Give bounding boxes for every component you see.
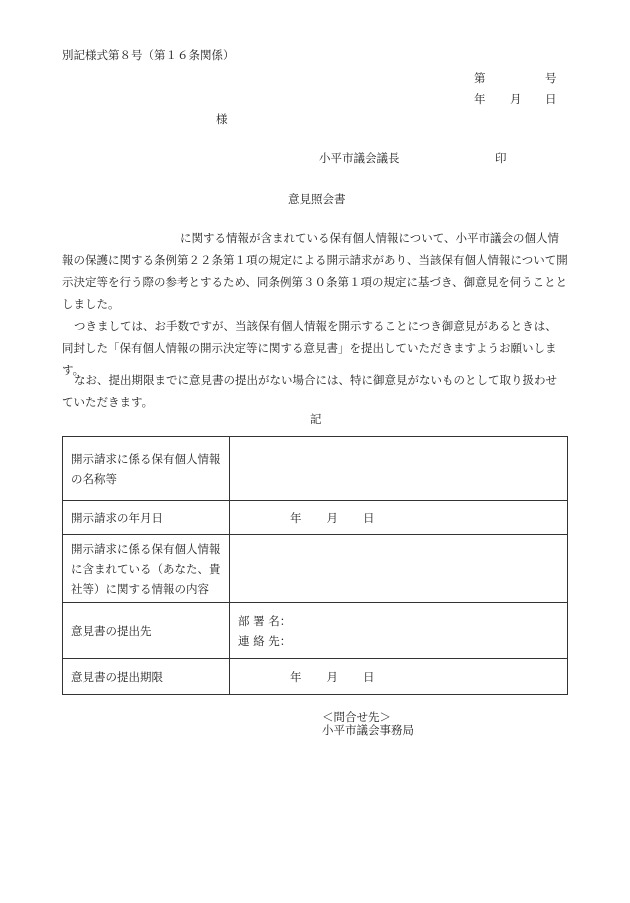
inquiry-office: 小平市議会事務局 [322,723,414,737]
table-label-submit-to: 意見書の提出先 [63,603,230,659]
table-value-submit-to [230,603,568,659]
deadline-year: 年 [290,669,302,684]
contact-label: 連 絡 先： [238,633,292,648]
table-row [63,535,568,603]
sender-title: 小平市議会議長 [319,151,400,165]
table-value-deadline [230,659,568,695]
form-reference: 別記様式第８号（第１６条関係） [62,48,235,62]
body-paragraph-3: なお、提出期限までに意見書の提出がない場合には、特に御意見がないものとして取り扱わせていただきます。 [62,373,557,409]
table-label-request-name: 開示請求に係る保有個人情報の名称等 [63,437,230,501]
date-year-label: 年 [474,92,486,106]
document-number-suffix: 号 [545,71,557,85]
table-value-info-content [230,535,568,603]
date-month-label: 月 [510,92,522,106]
table-label-request-date: 開示請求の年月日 [63,501,230,535]
ki-heading: 記 [310,412,322,426]
table-row [63,603,568,659]
deadline-day: 日 [363,669,375,684]
record-table [62,436,568,695]
table-label-info-content: 開示請求に係る保有個人情報に含まれている（あなた、貴社等）に関する情報の内容 [63,535,230,603]
table-value-request-name [230,437,568,501]
table-value-request-date [230,501,568,535]
body-paragraph-1: に関する情報が含まれている保有個人情報について、小平市議会の個人情報の保護に関する条例第２２条第１項の規定による開示請求があり、当該保有個人情報について開示決定等を行う際の参考とするため、同条例第３０条第１項の規定に基づき、御意見を伺うこととしました。 [62,231,568,311]
document-title: 意見照会書 [288,192,346,206]
deadline-month: 月 [326,669,338,684]
document-number-label: 第 [474,71,486,85]
table-row [63,659,568,695]
inquiry-heading: ＜問合せ先＞ [322,710,391,724]
table-row [63,501,568,535]
addressee-suffix: 様 [216,112,228,126]
request-date-day: 日 [363,510,375,525]
request-date-year: 年 [290,510,302,525]
department-label: 部 署 名： [238,613,292,628]
body-paragraph-2: つきましては、お手数ですが、当該保有個人情報を開示することにつき御意見があるときは、同封した「保有個人情報の開示決定等に関する意見書」を提出していただきますようお願いします。 [62,319,557,377]
seal-mark: 印 [495,151,507,165]
request-date-month: 月 [326,510,338,525]
table-label-deadline: 意見書の提出期限 [63,659,230,695]
table-row [63,437,568,501]
date-day-label: 日 [545,92,557,106]
